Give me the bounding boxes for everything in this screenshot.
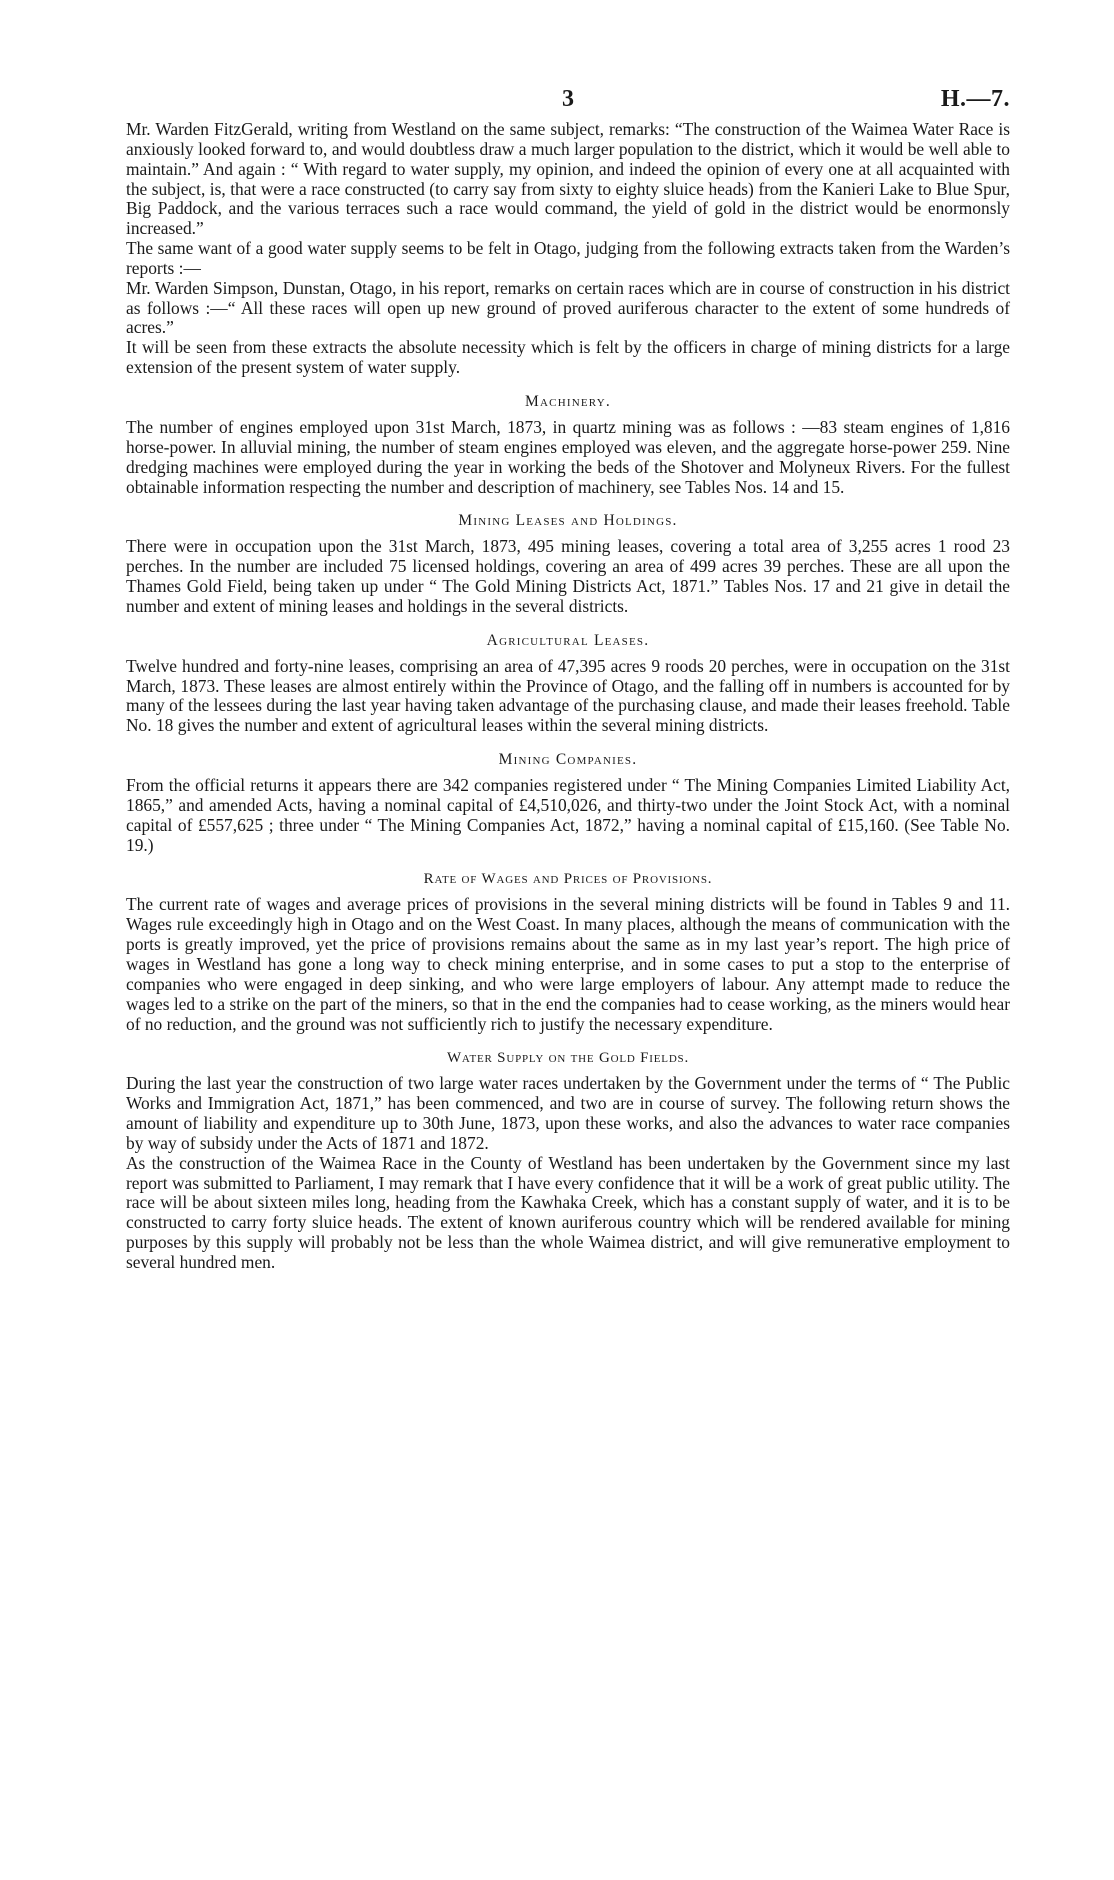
page-header <box>126 86 1010 120</box>
document-reference: H.—7. <box>940 86 1010 112</box>
machinery-section <box>126 392 1010 497</box>
paragraph: The same want of a good water supply seems to be felt in Otago, judging from the following extracts taken from the Warden’s reports :— <box>126 238 1010 278</box>
section-heading: Rate of Wages and Prices of Provisions. <box>423 871 713 888</box>
section-heading: Mining Companies. <box>498 751 638 769</box>
mining-companies-section <box>126 750 1010 855</box>
section-heading: Water Supply on the Gold Fields. <box>446 1050 690 1067</box>
section-heading: Machinery. <box>525 392 611 410</box>
opening-section <box>126 120 1010 378</box>
document-page <box>126 86 1010 1273</box>
paragraph: There were in occupation upon the 31st March, 1873, 495 mining leases, covering a total area of 3,255 acres 1 rood 23 perches. In the number are included 75 licensed holdings, covering an area of 499 acres 39 perches. These are all upon the Thames Gold Field, being taken up under “ The Gold Mining Districts Act, 1871.” Tables Nos. 17 and 21 give in detail the number and extent of mining leases and holdings in the several districts. <box>126 536 1010 616</box>
paragraph: Mr. Warden Simpson, Dunstan, Otago, in his report, remarks on certain races which are in course of construction in his district as follows :—“ All these races will open up new ground of proved auriferous character to the extent of some hundreds of acres.” <box>126 277 1010 338</box>
section-heading: Mining Leases and Holdings. <box>458 512 678 530</box>
section-heading: Agricultural Leases. <box>486 631 650 649</box>
paragraph: It will be seen from these extracts the absolute necessity which is felt by the officers in charge of mining districts for a large extension of the present system of water supply. <box>126 337 1010 378</box>
page-number: 3 <box>562 86 574 112</box>
paragraph: The current rate of wages and average prices of provisions in the several mining districts will be found in Tables 9 and 11. Wages rule exceedingly high in Otago and on the West Coast. In many places, although the means of communication with the ports is greatly improved, yet the price of provisions remains about the same as in my last year’s report. The high price of wages in Westland has gone a long way to check mining enterprise, and in some cases to put a stop to the enterprise of companies who were engaged in deep sinking, and who were large employers of labour. Any attempt made to reduce the wages led to a strike on the part of the miners, so that in the end the companies had to cease working, as the miners would hear of no reduction, and the ground was not sufficiently rich to justify the necessary expenditure. <box>126 894 1010 1034</box>
mining-leases-section <box>126 511 1010 616</box>
wages-section <box>126 869 1010 1034</box>
water-supply-section <box>126 1048 1010 1272</box>
agricultural-leases-section <box>126 631 1010 736</box>
paragraph: Twelve hundred and forty-nine leases, comprising an area of 47,395 acres 9 roods 20 perches, were in occupation on the 31st March, 1873. These leases are almost entirely within the Province of Otago, and the falling off in numbers is accounted for by many of the lessees during the last year having taken advantage of the purchasing clause, and made their leases freehold. Table No. 18 gives the number and extent of agricultural leases within the several mining districts. <box>126 655 1010 736</box>
paragraph: From the official returns it appears there are 342 companies registered under “ The Mining Companies Limited Liability Act, 1865,” and amended Acts, having a nominal capital of £4,510,026, and thirty-two under the Joint Stock Act, with a nominal capital of £557,625 ; three under “ The Mining Companies Act, 1872,” having a nominal capital of £15,160. (See Table No. 19.) <box>126 775 1010 855</box>
paragraph: As the construction of the Waimea Race in the County of Westland has been undertaken by the Government since my last report was submitted to Parliament, I may remark that I have every confidence that it will be a work of great public utility. The race will be about sixteen miles long, heading from the Kawhaka Creek, which has a constant supply of water, and it is to be constructed to carry forty sluice heads. The extent of known auriferous country which will be rendered available for mining purposes by this supply will probably not be less than the whole Waimea district, and will give remunerative employment to several hundred men. <box>126 1152 1010 1272</box>
paragraph: The number of engines employed upon 31st March, 1873, in quartz mining was as follows : —83 steam engines of 1,816 horse-power. In alluvial mining, the number of steam engines employed was eleven, and the aggregate horse-power 259. Nine dredging machines were employed during the year in working the beds of the Shotover and Molyneux Rivers. For the fullest obtainable information respecting the number and description of machinery, see Tables Nos. 14 and 15. <box>126 416 1010 497</box>
paragraph: Mr. Warden FitzGerald, writing from Westland on the same subject, remarks: “The construction of the Waimea Water Race is anxiously looked forward to, and would doubtless draw a much larger population to the district, which it would be well able to maintain.” And again : “ With regard to water supply, my opinion, and indeed the opinion of every one at all acquainted with the subject, is, that were a race constructed (to carry say from sixty to eighty sluice heads) from the Kanieri Lake to Blue Spur, Big Paddock, and the various terraces such a race would command, the yield of gold in the district would be enormonsly increased.” <box>126 119 1010 239</box>
paragraph: During the last year the construction of two large water races undertaken by the Government under the terms of “ The Public Works and Immigration Act, 1871,” has been commenced, and two are in course of survey. The following return shows the amount of liability and expenditure up to 30th June, 1873, upon these works, and also the advances to water race companies by way of subsidy under the Acts of 1871 and 1872. <box>126 1073 1010 1153</box>
